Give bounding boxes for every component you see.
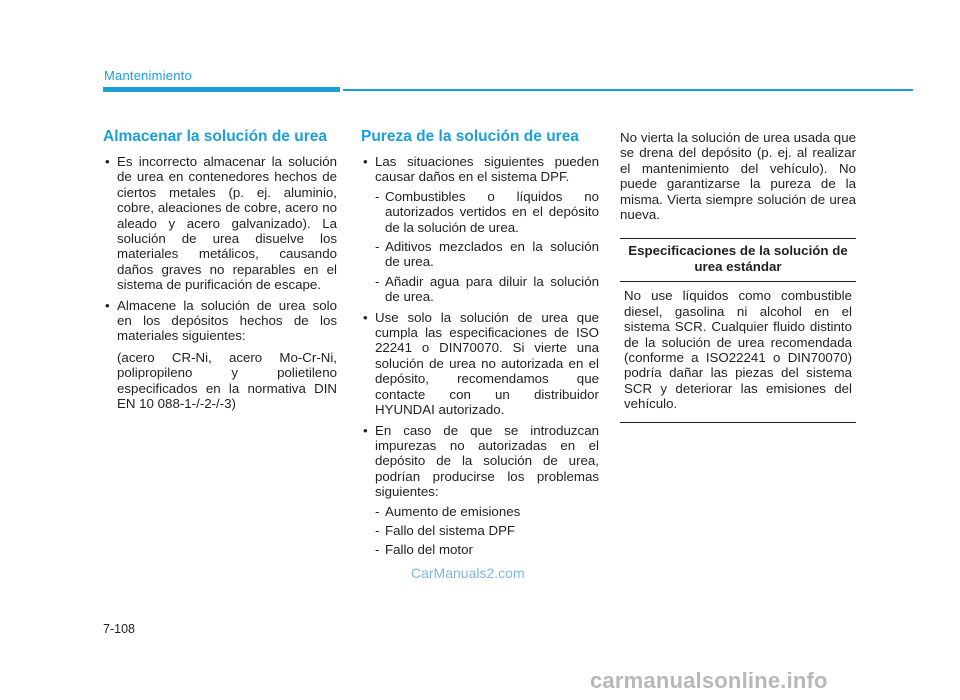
spec-box-body: No use líquidos como combustible diesel, gasolina ni alcohol en el sistema SCR. Cualquier fluido distinto de la solución de urea recomendada (conforme a ISO22241 o DIN70070) podría dañar las piezas del sistema SCR y deteriorar las emisiones del vehículo.: [624, 288, 852, 412]
purity-heading: Pureza de la solución de urea: [361, 128, 579, 145]
purity-bullet-1-text: • Las situaciones siguientes pueden causar daños en el sistema DPF.: [375, 154, 599, 185]
purity-bullet-3-text: • En caso de que se introduzcan impurezas no autorizadas en el depósito de la solución de urea, podrían producirse los problemas siguientes:: [375, 422, 599, 500]
section-label: Mantenimiento: [104, 68, 192, 83]
storage-bullet-1: [103, 154, 337, 293]
column-disposal: [620, 130, 856, 423]
purity-subitem: - Añadir agua para diluir la solución de urea.: [375, 274, 599, 305]
storage-list: [103, 154, 337, 412]
spec-box-title: Especificaciones de la solución de urea estándar: [620, 239, 856, 282]
purity-problem-item: - Fallo del motor: [375, 542, 599, 557]
purity-subitem: - Aditivos mezclados en la solución de urea.: [375, 239, 599, 270]
purity-list: [361, 154, 599, 558]
purity-problem-item: - Fallo del sistema DPF: [375, 523, 599, 538]
watermark-link[interactable]: CarManuals2.com: [411, 565, 525, 581]
storage-bullet-1-text: • Es incorrecto almacenar la solución de urea en contenedores hechos de ciertos metales (p. ej. aluminio, cobre, aleaciones de cobre, acero no aleado y acero galvanizado). La solución de urea disuelve los materiales metálicos, causando daños graves no reparables en el sistema de purificación de escape.: [117, 154, 337, 293]
purity-bullet-1: [361, 154, 599, 305]
storage-bullet-2: [103, 298, 337, 412]
purity-bullet-2: [361, 310, 599, 418]
spec-box: [620, 238, 856, 422]
purity-problem-item: - Aumento de emisiones: [375, 504, 599, 519]
column-storage: [103, 128, 337, 417]
purity-bullet-3: [361, 423, 599, 558]
disposal-paragraph: No vierta la solución de urea usada que se drena del depósito (p. ej. al realizar el mantenimiento del vehículo). No puede garantizarse la pureza de la misma. Vierta siempre solución de urea nueva.: [620, 130, 856, 223]
purity-bullet-2-text: • Use solo la solución de urea que cumpla las especificaciones de ISO 22241 o DIN70070. Si vierte una solución de urea no autorizada en el depósito, recomendamos que contacte con un distribuidor HYUNDAI autorizado.: [375, 309, 599, 418]
storage-bullet-2-materials: (acero CR-Ni, acero Mo-Cr-Ni, polipropileno y polietileno especificados en la normativa DIN EN 10 088-1-/-2-/-3): [117, 349, 337, 412]
purity-subitem: - Combustibles o líquidos no autorizados vertidos en el depósito de la solución de urea.: [375, 189, 599, 235]
page-number: 7-108: [103, 622, 135, 636]
header-rule-thick: [103, 87, 340, 92]
column-purity: [361, 128, 599, 563]
header-rule-thin: [343, 89, 913, 91]
bottom-watermark: carmanualsonline.info: [590, 668, 828, 693]
storage-bullet-2-text: • Almacene la solución de urea solo en los depósitos hechos de los materiales siguientes:: [117, 297, 337, 344]
storage-heading: Almacenar la solución de urea: [103, 128, 327, 145]
